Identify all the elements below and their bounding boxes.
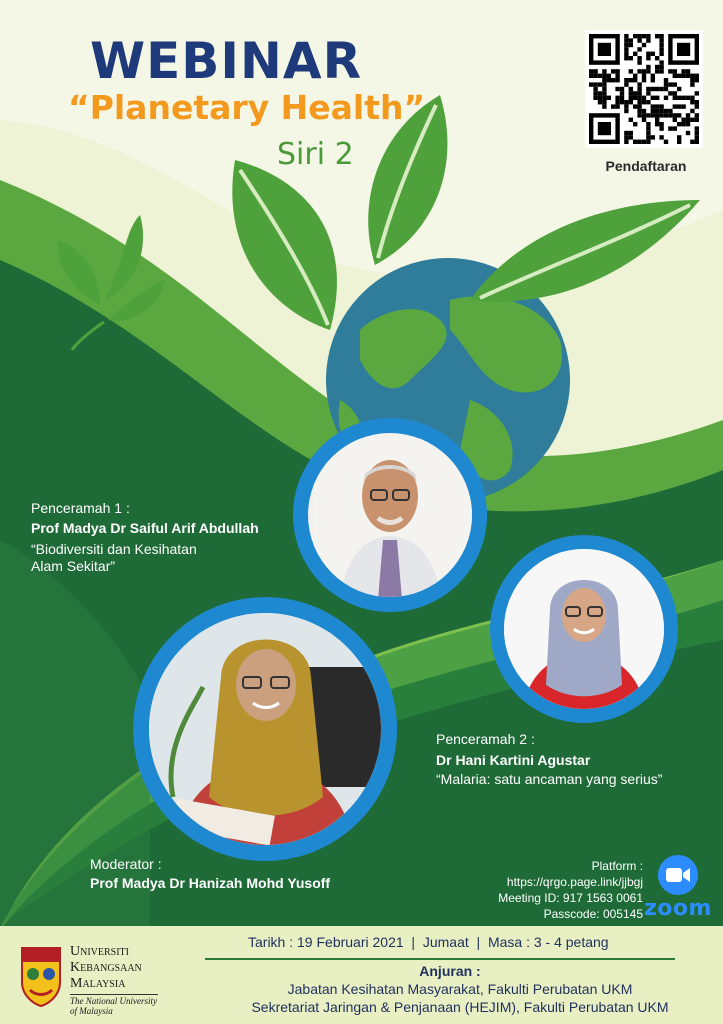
event-date-time: Tarikh : 19 Februari 2021 | Jumaat | Masa : 3 - 4 petang	[248, 934, 609, 950]
webinar-subtitle: “Planetary Health”	[68, 88, 426, 127]
webinar-title: WEBINAR	[90, 32, 363, 90]
organizer-label: Anjuran :	[419, 963, 481, 979]
zoom-icon	[657, 854, 699, 896]
moderator-role: Moderator :	[90, 856, 162, 872]
ukm-name-line-3: Malaysia	[70, 976, 126, 991]
registration-qr-code[interactable]	[585, 30, 703, 148]
speaker-2-name: Dr Hani Kartini Agustar	[436, 752, 591, 768]
zoom-wordmark: zoom	[644, 896, 712, 921]
footer-divider	[205, 958, 675, 960]
passcode: Passcode: 005145	[543, 907, 643, 921]
speaker-1-topic-line-1: “Biodiversiti dan Kesihatan	[31, 541, 197, 557]
speaker-1-topic-line-2: Alam Sekitar”	[31, 558, 116, 574]
ukm-name-line-2: Kebangsaan	[70, 960, 142, 975]
speaker-1-photo	[293, 418, 487, 612]
organizer-line-2: Sekretariat Jaringan & Penjanaan (HEJIM), Fakulti Perubatan UKM	[251, 999, 669, 1015]
speaker-2-photo	[490, 535, 678, 723]
ukm-divider	[70, 994, 158, 995]
speaker-1-name: Prof Madya Dr Saiful Arif Abdullah	[31, 520, 259, 536]
ukm-name-line-1: Universiti	[70, 944, 129, 959]
registration-label: Pendaftaran	[605, 158, 687, 174]
organizer-line-1: Jabatan Kesihatan Masyarakat, Fakulti Perubatan UKM	[287, 981, 633, 997]
moderator-name: Prof Madya Dr Hanizah Mohd Yusoff	[90, 875, 331, 891]
ukm-tagline-line-2: of Malaysia	[70, 1006, 113, 1016]
moderator-photo	[133, 597, 398, 862]
speaker-1-role: Penceramah 1 :	[31, 500, 130, 516]
platform-label: Platform :	[591, 859, 643, 873]
speaker-2-topic: “Malaria: satu ancaman yang serius”	[436, 771, 663, 787]
platform-link[interactable]: https://qrgo.page.link/jjbgj	[506, 875, 643, 889]
ukm-tagline-line-1: The National University	[70, 996, 157, 1006]
meeting-id: Meeting ID: 917 1563 0061	[498, 891, 643, 905]
speaker-2-role: Penceramah 2 :	[436, 731, 535, 747]
series-label: Siri 2	[277, 137, 354, 172]
